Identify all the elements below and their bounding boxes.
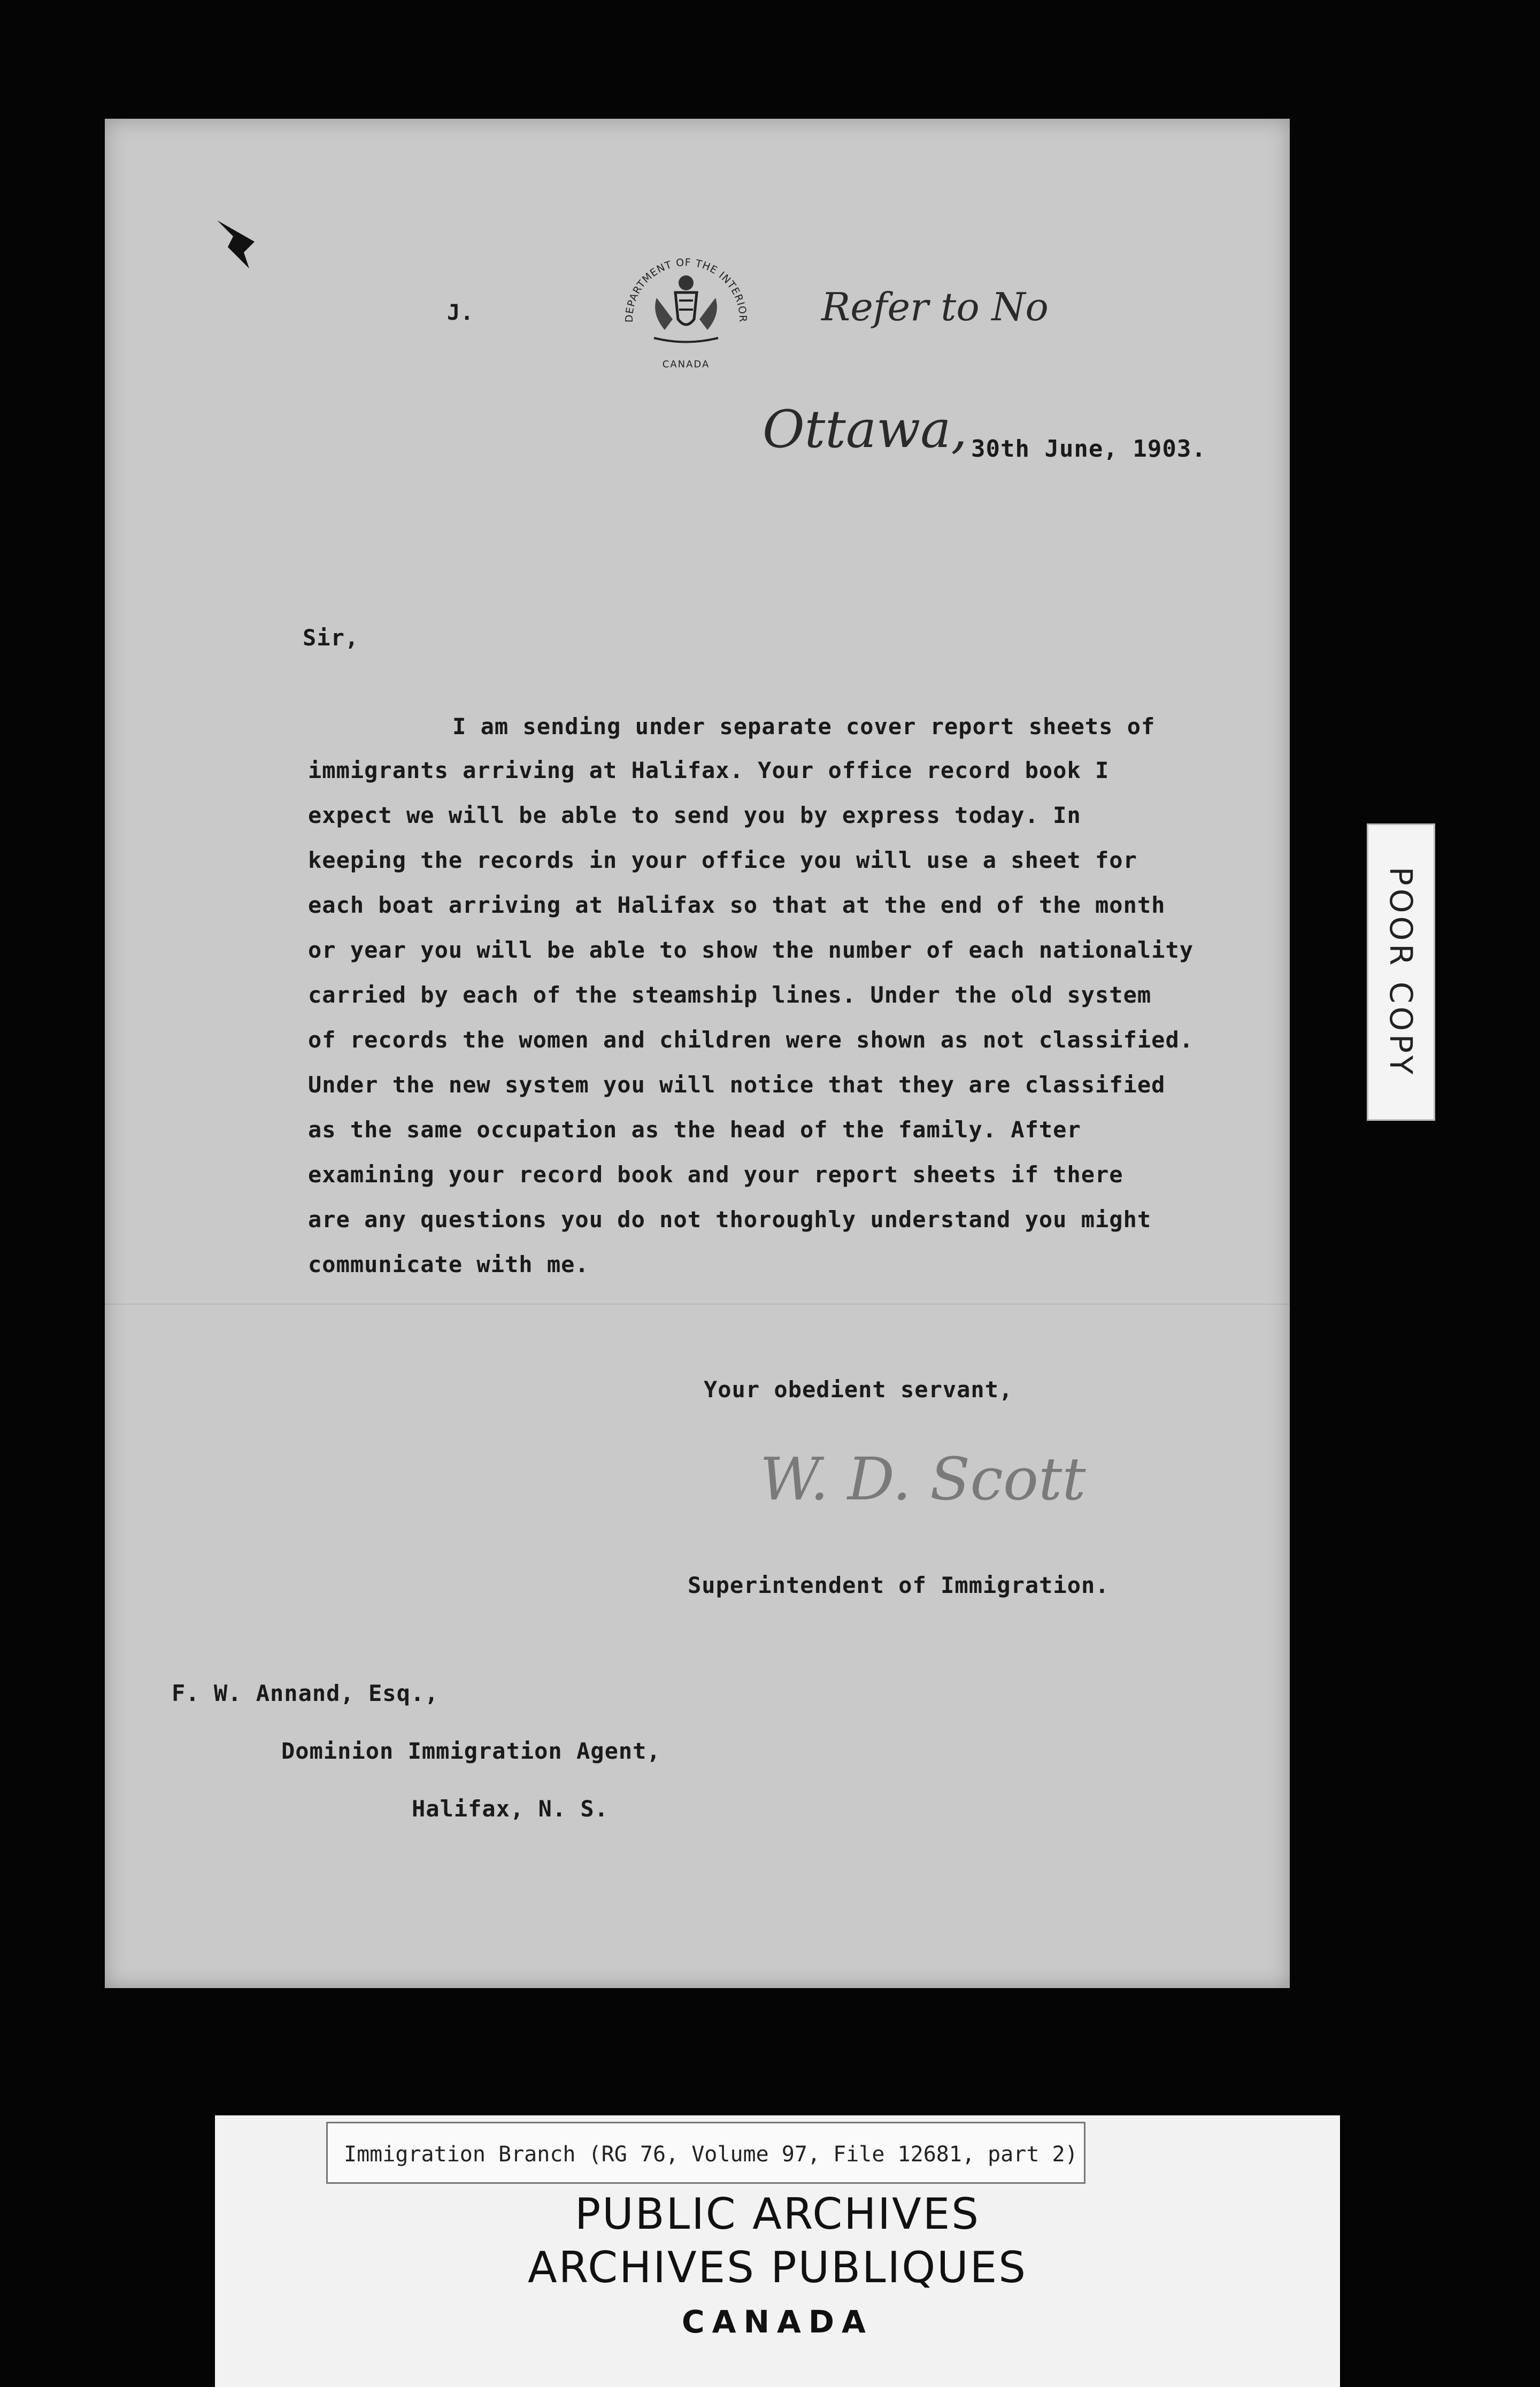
svg-text:DEPARTMENT OF THE INTERIOR: DEPARTMENT OF THE INTERIOR xyxy=(623,256,749,323)
body-line-3: expect we will be able to send you by express today. In xyxy=(308,802,1081,828)
body-line-1: I am sending under separate cover report sheets of xyxy=(452,713,1156,740)
body-line-13: communicate with me. xyxy=(308,1251,589,1277)
body-line-2: immigrants arriving at Halifax. Your office record book I xyxy=(308,757,1110,783)
catalog-reference: Immigration Branch (RG 76, Volume 97, File 12681, part 2) xyxy=(326,2122,1085,2184)
refer-to-label: Refer to No xyxy=(821,284,1049,329)
archives-name-en: PUBLIC ARCHIVES xyxy=(574,2189,981,2239)
body-line-10: as the same occupation as the head of the family. After xyxy=(308,1116,1081,1143)
recipient-title: Dominion Immigration Agent, xyxy=(281,1738,661,1764)
body-line-5: each boat arriving at Halifax so that at the end of the month xyxy=(308,892,1166,918)
recipient-city: Halifax, N. S. xyxy=(412,1796,609,1822)
poor-copy-stamp: POOR COPY xyxy=(1367,823,1435,1121)
coat-of-arms-icon xyxy=(614,239,758,379)
file-initial: J. xyxy=(447,301,474,325)
fold-line xyxy=(105,1304,1290,1305)
closing: Your obedient servant, xyxy=(704,1376,1013,1403)
signature: W. D. Scott xyxy=(760,1445,1086,1513)
archives-country: CANADA xyxy=(682,2304,873,2340)
letter-date: 30th June, 1903. xyxy=(971,435,1206,463)
place-name: Ottawa, xyxy=(763,399,968,459)
body-line-6: or year you will be able to show the number of each nationality xyxy=(308,937,1194,963)
svg-text:CANADA: CANADA xyxy=(662,359,710,370)
body-line-11: examining your record book and your report sheets if there xyxy=(308,1161,1123,1188)
letter-page xyxy=(105,119,1290,1988)
archives-name-fr: ARCHIVES PUBLIQUES xyxy=(527,2243,1028,2292)
recipient-name: F. W. Annand, Esq., xyxy=(172,1680,439,1706)
body-line-4: keeping the records in your office you will use a sheet for xyxy=(308,847,1137,873)
body-line-8: of records the women and children were shown as not classified. xyxy=(308,1027,1194,1053)
ink-mark-icon xyxy=(212,210,260,274)
salutation: Sir, xyxy=(303,625,359,651)
body-line-7: carried by each of the steamship lines. Under the old system xyxy=(308,982,1152,1008)
archives-footer xyxy=(215,2115,1340,2387)
signer-title: Superintendent of Immigration. xyxy=(688,1572,1110,1598)
body-line-9: Under the new system you will notice that they are classified xyxy=(308,1072,1166,1098)
body-line-12: are any questions you do not thoroughly understand you might xyxy=(308,1206,1152,1233)
